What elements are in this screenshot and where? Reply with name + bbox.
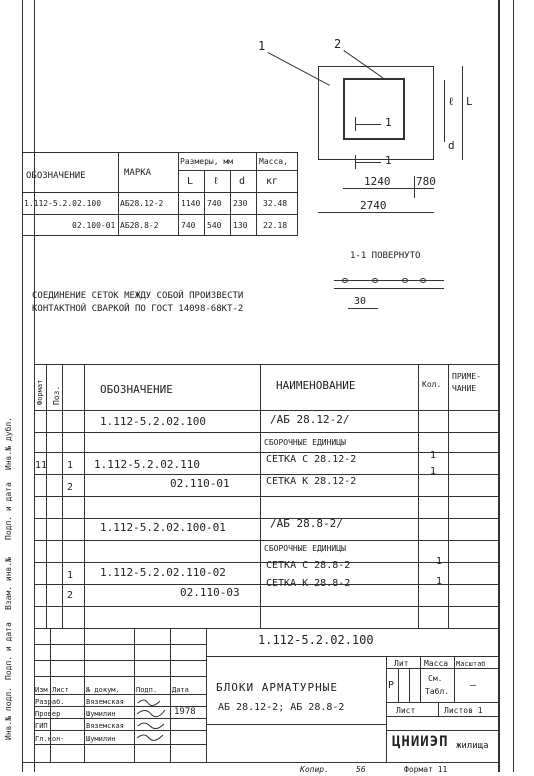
copied-label: Копир. bbox=[300, 765, 329, 774]
spec-sub-d: d bbox=[239, 176, 246, 187]
section-line-bottom bbox=[355, 162, 381, 163]
tb-n-gip: Вяземская bbox=[86, 722, 124, 730]
spec-r1-l: 740 bbox=[207, 199, 222, 208]
parts-r4-pos: 2 bbox=[67, 482, 74, 493]
parts-r6-name: СБОРОЧНЫЕ ЕДИНИЦЫ bbox=[264, 544, 346, 553]
inner-mesh-outline bbox=[343, 78, 405, 140]
parts-h-qty: Кол. bbox=[422, 380, 442, 389]
parts-r8-name: СЕТКА К 28.8-2 bbox=[266, 578, 351, 589]
strip-podp-data-2: Подп. и дата bbox=[4, 482, 13, 540]
bottom-frame-line bbox=[22, 762, 499, 763]
section-dim-30: 30 bbox=[354, 296, 367, 307]
dim-1240: 1240 bbox=[364, 175, 391, 188]
tb-h-izm: Изм bbox=[35, 686, 48, 694]
left-frame-line bbox=[22, 0, 23, 772]
parts-r1-name: /АБ 28.12-2/ bbox=[270, 413, 350, 426]
tb-h-sheets: Листов 1 bbox=[444, 706, 483, 715]
left-frame-line-inner bbox=[34, 0, 35, 772]
tb-r-razrab: Разраб. bbox=[35, 698, 65, 706]
tb-massa-val-1: См. bbox=[428, 674, 443, 683]
parts-table-top bbox=[34, 364, 499, 365]
parts-r8-pos: 2 bbox=[67, 590, 74, 601]
section-line-top bbox=[355, 124, 381, 125]
tb-date: 1978 bbox=[174, 707, 196, 717]
spec-r2-d: 130 bbox=[233, 221, 248, 230]
parts-h-name: НАИМЕНОВАНИЕ bbox=[276, 379, 356, 392]
spec-r2-l: 540 bbox=[207, 221, 222, 230]
parts-r5-name: /АБ 28.8-2/ bbox=[270, 517, 343, 530]
dim-d: d bbox=[448, 139, 455, 152]
dim-2740: 2740 bbox=[360, 199, 387, 212]
parts-r8-designation: 02.110-03 bbox=[180, 586, 240, 599]
callout-2: 2 bbox=[334, 37, 342, 51]
doc-code: 1.112-5.2.02.100 bbox=[258, 633, 374, 647]
parts-r3-pos: 1 bbox=[67, 460, 74, 471]
parts-h-designation: ОБОЗНАЧЕНИЕ bbox=[100, 383, 173, 396]
note-line-2: КОНТАКТНОЙ СВАРКОЙ ПО ГОСТ 14098-68КТ-2 bbox=[32, 304, 244, 314]
spec-r1-mass: 32.48 bbox=[263, 199, 288, 208]
parts-r3-name: СЕТКА С 28.12-2 bbox=[266, 454, 357, 465]
tb-h-masshtab: Масштаб bbox=[456, 660, 486, 668]
parts-h-format: Формат bbox=[36, 379, 44, 405]
parts-r1-designation: 1.112-5.2.02.100 bbox=[100, 415, 206, 428]
dim-L: L bbox=[466, 95, 473, 108]
parts-h-note-1: ПРИМЕ- bbox=[452, 372, 481, 381]
tb-name-line-2: АБ 28.12-2; АБ 28.8-2 bbox=[218, 702, 345, 713]
tb-massa-val-2: Табл. bbox=[425, 687, 450, 696]
parts-h-note-2: ЧАНИЕ bbox=[452, 384, 477, 393]
note-line-1: СОЕДИНЕНИЕ СЕТОК МЕЖДУ СОБОЙ ПРОИЗВЕСТИ bbox=[32, 291, 244, 301]
tb-h-docnum: № докум. bbox=[86, 686, 120, 694]
spec-sub-kg: кг bbox=[266, 176, 279, 187]
tb-r-gip: ГИП bbox=[35, 722, 48, 730]
format-label: Формат 11 bbox=[404, 765, 448, 774]
tb-h-list: Лист bbox=[52, 686, 69, 694]
parts-r3-qty: 1 bbox=[430, 450, 437, 461]
title-block-top bbox=[34, 628, 499, 629]
spec-r2-designation: 02.100-01 bbox=[72, 221, 116, 230]
tb-r-glkon: Гл.кон- bbox=[35, 735, 65, 743]
org-name: жилища bbox=[456, 741, 489, 751]
tb-h-date: Дата bbox=[172, 686, 189, 694]
section-title: 1-1 ПОВЕРНУТО bbox=[350, 251, 421, 261]
tb-h-sign: Подп. bbox=[136, 686, 158, 694]
spec-r1-L: 1140 bbox=[181, 199, 201, 208]
spec-col-mass: Масса, bbox=[259, 157, 288, 166]
spec-col-mark: МАРКА bbox=[124, 168, 152, 178]
tb-n-prover: Шумилин bbox=[86, 710, 116, 718]
dim-780: 780 bbox=[416, 175, 436, 188]
parts-r2-name: СБОРОЧНЫЕ ЕДИНИЦЫ bbox=[264, 438, 346, 447]
spec-sub-l: ℓ bbox=[213, 176, 220, 187]
strip-vzam-inv: Взам. инв.№ bbox=[4, 557, 13, 610]
section-mark-top: 1 bbox=[385, 116, 392, 129]
callout-1: 1 bbox=[258, 39, 266, 53]
parts-r5-designation: 1.112-5.2.02.100-01 bbox=[100, 521, 226, 534]
spec-r1-designation: 1.112-5.2.02.100 bbox=[24, 199, 102, 208]
parts-r7-qty: 1 bbox=[436, 556, 443, 567]
parts-r4-qty: 1 bbox=[430, 466, 437, 477]
parts-r7-name: СЕТКА С 28.8-2 bbox=[266, 560, 351, 571]
spec-col-designation: ОБОЗНАЧЕНИЕ bbox=[26, 171, 86, 181]
tb-lit-val: Р bbox=[388, 680, 395, 691]
tb-name-line-1: БЛОКИ АРМАТУРНЫЕ bbox=[216, 681, 338, 694]
outer-right-line bbox=[513, 0, 514, 772]
org-logo: ЦНИИЭП bbox=[392, 734, 449, 750]
parts-r7-pos: 1 bbox=[67, 570, 74, 581]
tb-h-sheet: Лист bbox=[396, 706, 416, 715]
dim-l-small: ℓ bbox=[448, 95, 455, 108]
tb-masshtab-val: — bbox=[470, 680, 477, 691]
spec-sub-L: L bbox=[187, 176, 194, 187]
tb-n-glkon: Шумилин bbox=[86, 735, 116, 743]
strip-inv-podl: Инв.№ подл. bbox=[4, 687, 13, 740]
parts-h-pos: Поз. bbox=[52, 385, 61, 405]
spec-r2-L: 740 bbox=[181, 221, 196, 230]
spec-r2-mass: 22.18 bbox=[263, 221, 288, 230]
tb-h-lit: Лит bbox=[394, 659, 409, 668]
signatures bbox=[134, 694, 170, 744]
spec-r1-d: 230 bbox=[233, 199, 248, 208]
parts-r7-designation: 1.112-5.2.02.110-02 bbox=[100, 566, 226, 579]
strip-inv-dubl: Инв.№ дубл. bbox=[4, 417, 13, 470]
strip-podp-data-1: Подп. и дата bbox=[4, 622, 13, 680]
parts-r3-designation: 1.112-5.2.02.110 bbox=[94, 458, 200, 471]
parts-r4-name: СЕТКА К 28.12-2 bbox=[266, 476, 357, 487]
tb-h-massa: Масса bbox=[424, 659, 449, 668]
spec-r2-mark: АБ28.8-2 bbox=[120, 221, 159, 230]
parts-r8-qty: 1 bbox=[436, 576, 443, 587]
parts-r4-designation: 02.110-01 bbox=[170, 477, 230, 490]
parts-r3-format: 11 bbox=[35, 460, 48, 471]
spec-r1-mark: АБ28.12-2 bbox=[120, 199, 164, 208]
section-mark-bottom: 1 bbox=[385, 154, 392, 167]
tb-r-prover: Провер bbox=[35, 710, 61, 718]
sheet-number: 56 bbox=[356, 765, 366, 774]
spec-col-sizes: Размеры, мм bbox=[180, 157, 233, 166]
tb-n-razrab: Вяземская bbox=[86, 698, 124, 706]
